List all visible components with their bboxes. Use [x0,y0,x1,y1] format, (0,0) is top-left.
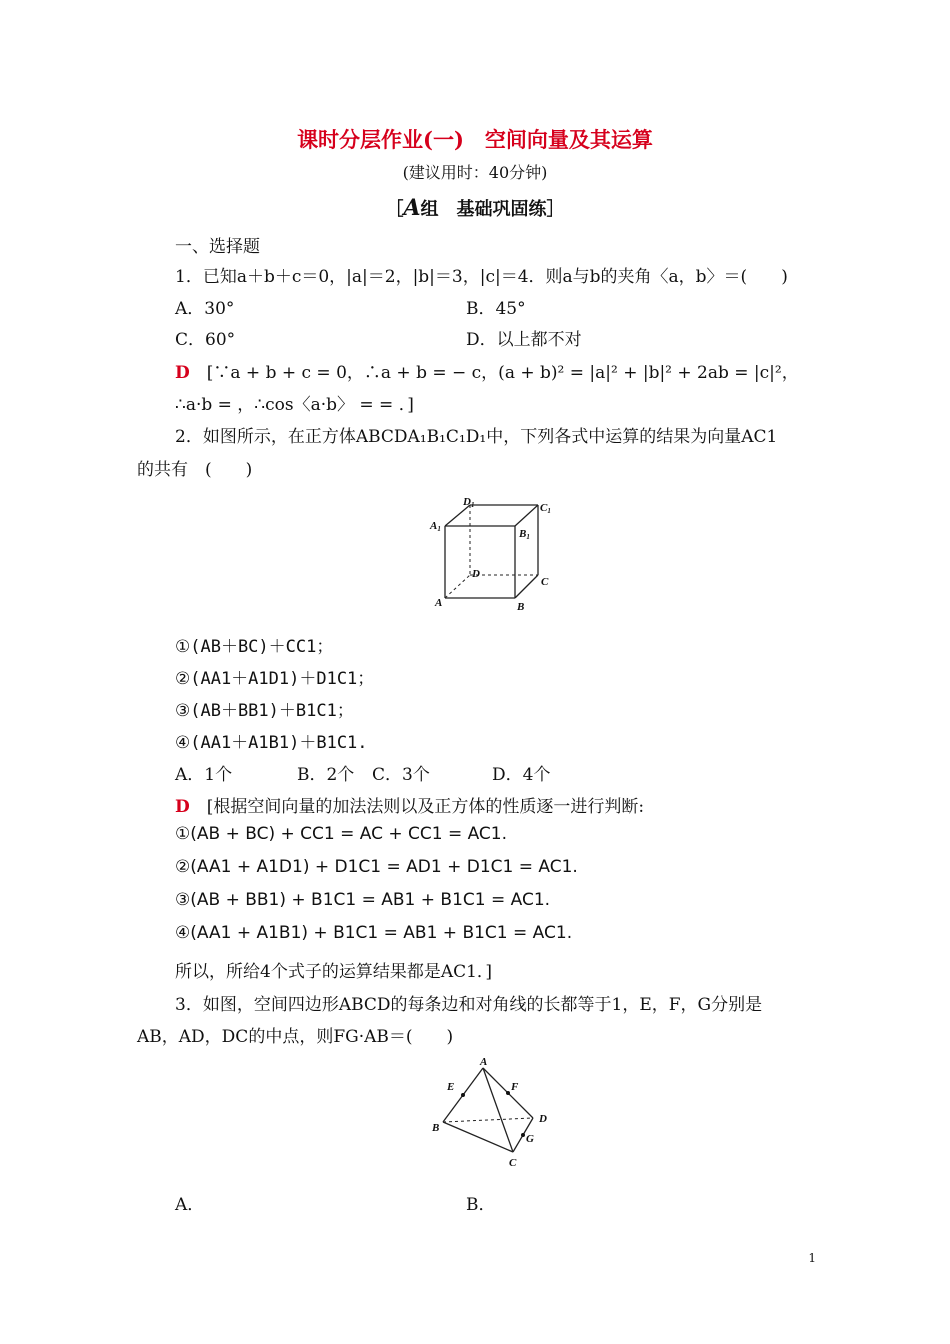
q2-explanation-4: ④(AA1 + A1B1) + B1C1 = AB1 + B1C1 = AC1. [175,923,573,943]
label-d: D [472,568,480,580]
q1-explanation-2: ∴a·b = ，∴cos〈a·b〉 = = ．] [175,395,414,415]
q2-item-3: ③(AB＋BB1)＋B1C1； [175,701,354,721]
q2-item-2: ②(AA1＋A1D1)＋D1C1； [175,669,375,689]
q2-option-d: D．4个 [492,765,551,785]
q2-stem-1: 2．如图所示，在正方体ABCDA₁B₁C₁D₁中，下列各式中运算的结果为向量AC1 [175,427,778,447]
q3-stem-2: AB，AD，DC的中点，则FG·AB＝( ) [137,1027,454,1047]
tetrahedron-figure [425,1052,560,1174]
q1-explanation-1: D [∵a + b + c = 0，∴a + b = − c，(a + b)² = |a|² + |b|² + 2ab = |c|²， [175,363,799,383]
q2-explanation-end: 所以，所给4个式子的运算结果都是AC1．] [175,962,493,982]
group-heading: ［A组 基础巩固练］ [385,195,565,221]
q3-option-a: A． [175,1195,205,1215]
q2-item-4: ④(AA1＋A1B1)＋B1C1. [175,733,368,753]
q1-option-a: A．30° [175,299,235,319]
q1-stem: 1．已知a＋b＋c＝0，|a|＝2，|b|＝3，|c|＝4．则a与b的夹角〈a，b〉＝( ) [175,267,788,287]
q2-explanation-3: ③(AB + BB1) + B1C1 = AB1 + B1C1 = AC1. [175,890,551,910]
q3-stem-1: 3．如图，空间四边形ABCD的每条边和对角线的长都等于1，E，F，G分别是 [175,995,763,1015]
label-d1: D1 [463,496,475,509]
q1-option-b: B．45° [466,299,526,319]
label-b1: B1 [519,528,530,541]
group-a-letter: A [403,195,421,221]
q2-stem-2: 的共有 ( ) [137,460,253,480]
q2-explanation-2: ②(AA1 + A1D1) + D1C1 = AD1 + D1C1 = AC1. [175,857,578,877]
q2-explanation-1: ①(AB + BC) + CC1 = AC + CC1 = AC1. [175,824,508,844]
label-a1: A1 [430,520,441,533]
q2-option-b: B．2个 [297,765,355,785]
q2-answer: D [175,797,190,817]
q2-option-a: A．1个 [175,765,233,785]
page-number: 1 [808,1251,816,1265]
q1-option-c: C．60° [175,330,236,350]
q3-option-b: B． [466,1195,496,1215]
label-a: A [480,1056,488,1068]
suggested-time: (建议用时：40分钟) [402,163,548,182]
q1-option-d: D．以上都不对 [466,330,582,350]
label-c1: C1 [540,502,551,515]
label-c: C [541,576,549,588]
section-heading: 一、选择题 [175,237,260,257]
label-f: F [511,1081,519,1093]
q2-item-1: ①(AB＋BC)＋CC1； [175,637,334,657]
label-b: B [517,601,525,613]
label-d: D [539,1113,547,1125]
q2-option-c: C．3个 [372,765,430,785]
q1-answer: D [175,363,190,383]
q2-explanation-intro: D [根据空间向量的加法法则以及正方体的性质逐一进行判断: [175,797,645,817]
page-title: 课时分层作业(一) 空间向量及其运算 [297,127,653,152]
cube-figure [425,493,565,618]
label-b: B [432,1122,440,1134]
label-g: G [526,1133,534,1145]
label-c: C [509,1157,517,1169]
label-e: E [447,1081,455,1093]
label-a: A [435,597,443,609]
